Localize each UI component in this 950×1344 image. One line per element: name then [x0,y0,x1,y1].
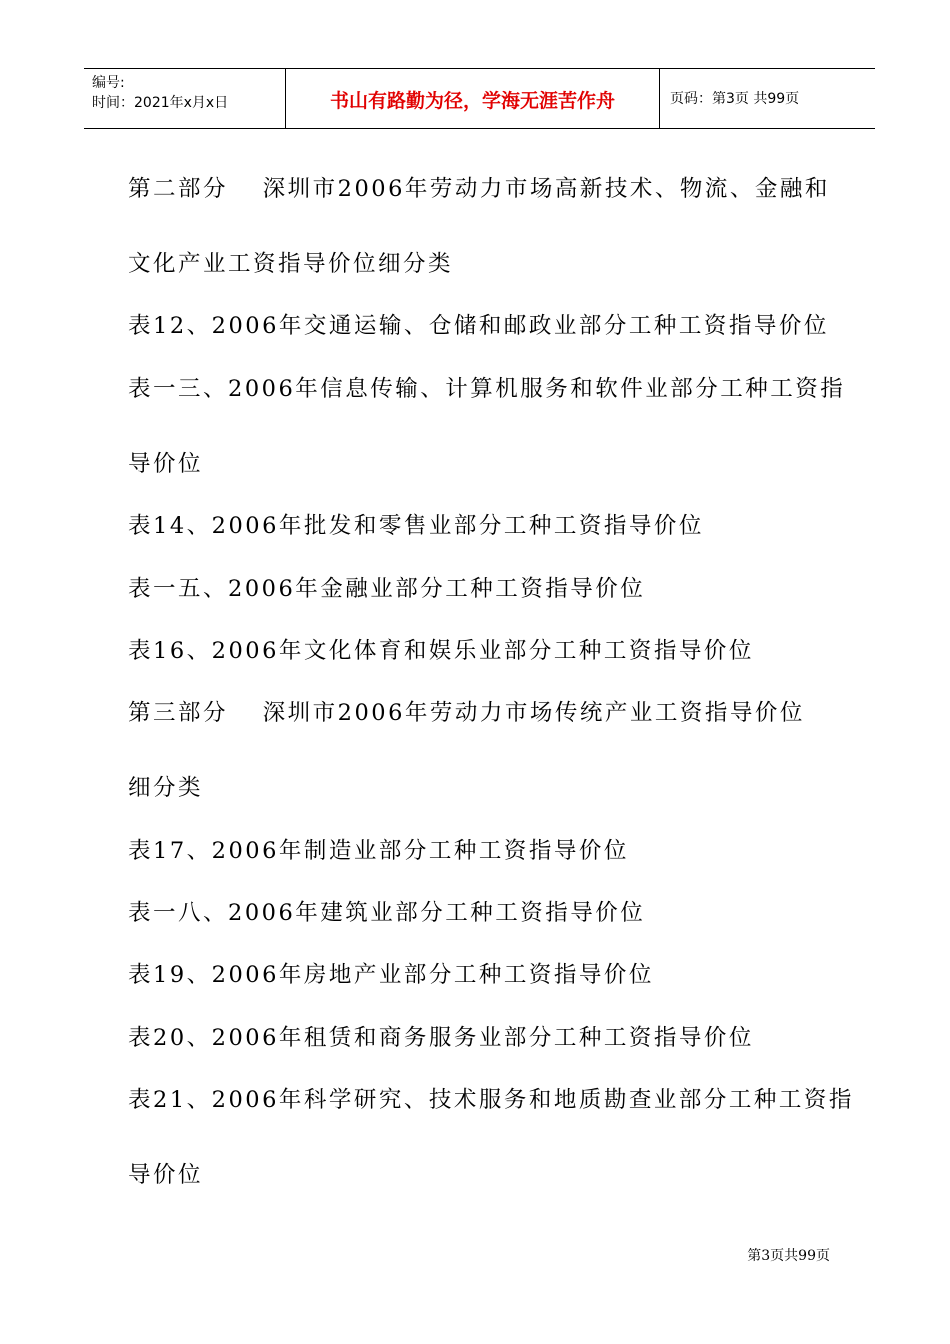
page-footer: 第3页共99页 [747,1248,830,1264]
header-motto: 书山有路勤为径，学海无涯苦作舟 [329,90,615,112]
body-line: 表20、2006年租赁和商务服务业部分工种工资指导价位 [128,1025,754,1051]
date-label: 时间：2021年x月x日 [92,95,229,111]
body-line: 表16、2006年文化体育和娱乐业部分工种工资指导价位 [128,638,754,664]
header-page-number: 页码：第3页 共99页 [670,91,800,107]
body-line: 表21、2006年科学研究、技术服务和地质勘查业部分工种工资指 [128,1087,854,1113]
body-line: 第三部分 深圳市2006年劳动力市场传统产业工资指导价位 [128,700,805,726]
header-divider [659,69,660,128]
body-line: 表14、2006年批发和零售业部分工种工资指导价位 [128,513,704,539]
body-line: 第二部分 深圳市2006年劳动力市场高新技术、物流、金融和 [128,176,830,202]
body-line: 表12、2006年交通运输、仓储和邮政业部分工种工资指导价位 [128,313,829,339]
body-line: 文化产业工资指导价位细分类 [128,251,454,277]
page-header [84,68,875,129]
body-line: 表19、2006年房地产业部分工种工资指导价位 [128,962,654,988]
serial-number-label: 编号: [92,75,125,91]
body-line: 表一八、2006年建筑业部分工种工资指导价位 [128,900,646,926]
body-line: 导价位 [128,451,204,477]
body-line: 表一三、2006年信息传输、计算机服务和软件业部分工种工资指 [128,376,846,402]
body-line: 导价位 [128,1162,204,1188]
body-line: 表一五、2006年金融业部分工种工资指导价位 [128,576,646,602]
body-line: 表17、2006年制造业部分工种工资指导价位 [128,838,629,864]
body-line: 细分类 [128,775,204,801]
header-meta [92,73,228,113]
